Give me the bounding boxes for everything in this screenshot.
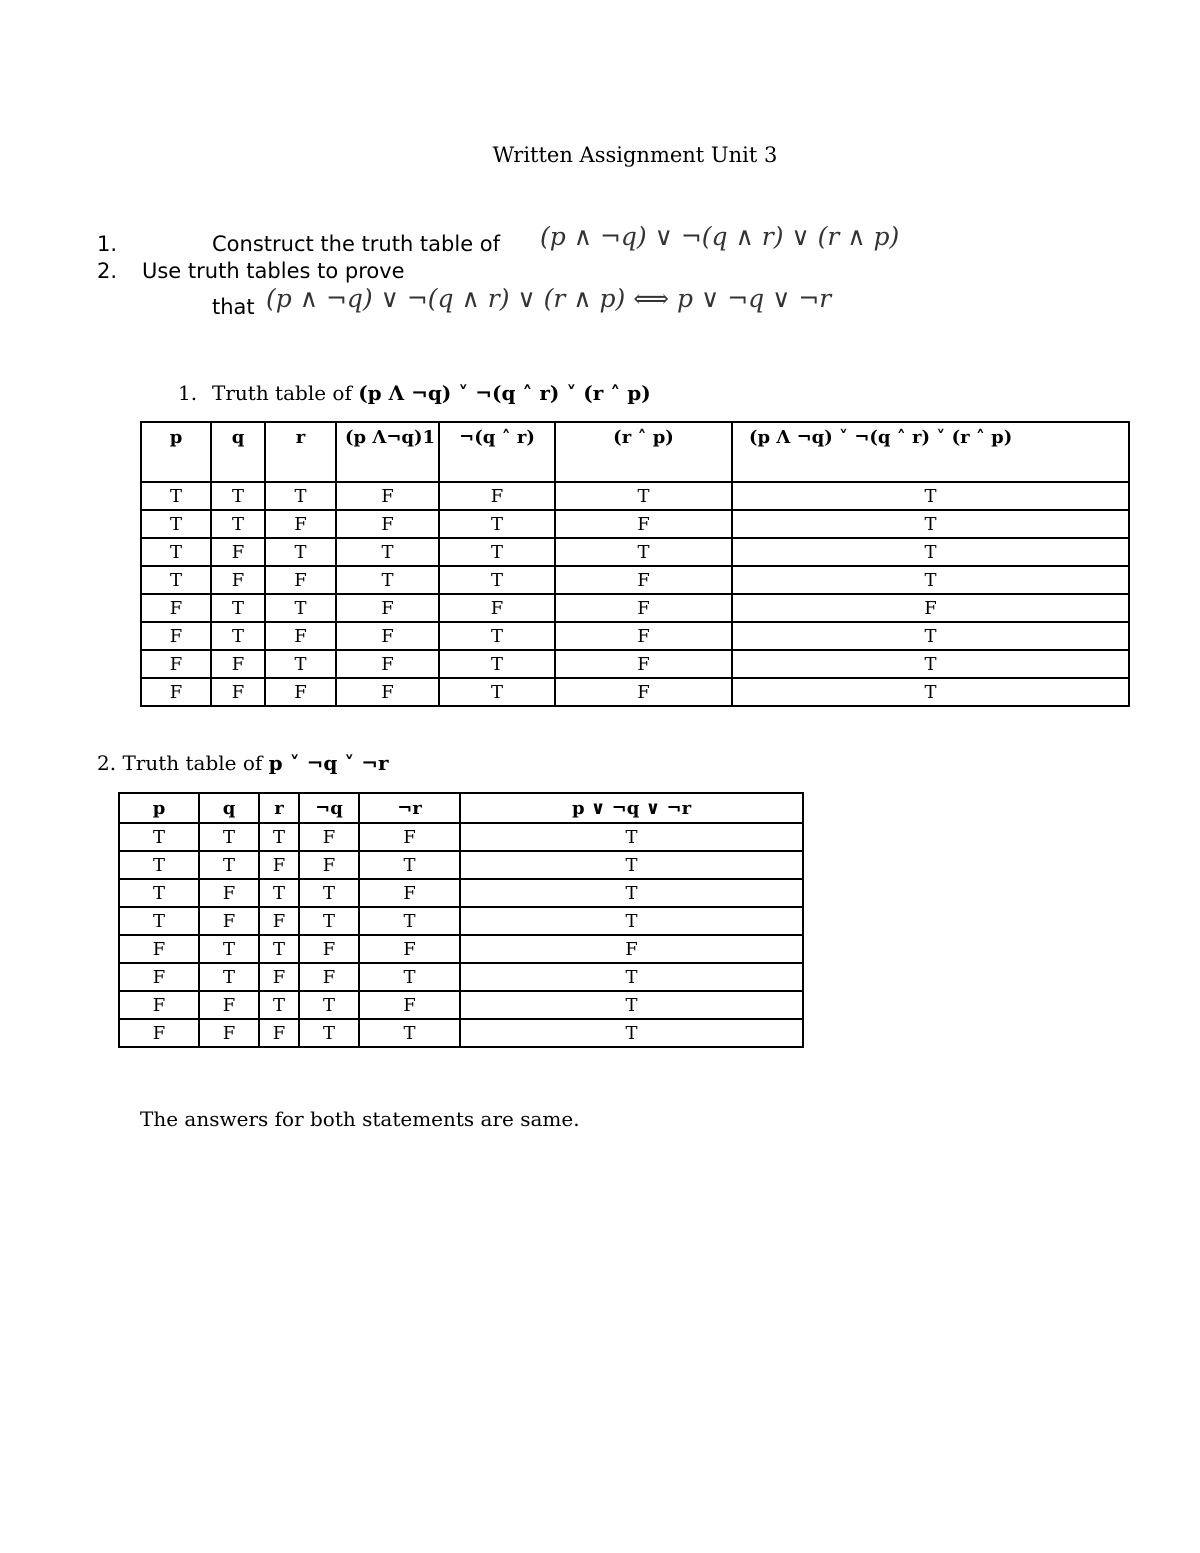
table-cell: T xyxy=(439,678,555,706)
table-row xyxy=(141,650,1129,678)
header-cell: (p Λ¬q)1 xyxy=(336,422,439,482)
table-cell: F xyxy=(259,963,299,991)
question-2-formula: (p ∧ ¬q) ∨ ¬(q ∧ r) ∨ (r ∧ p) ⟺ p ∨ ¬q ∨ ¬r xyxy=(266,284,832,313)
table-cell: T xyxy=(199,963,259,991)
table-cell: T xyxy=(211,510,265,538)
table-cell: T xyxy=(460,907,803,935)
table-cell: T xyxy=(119,851,199,879)
table-cell: F xyxy=(259,1019,299,1047)
table-cell: T xyxy=(299,879,359,907)
table-cell: T xyxy=(555,538,732,566)
table-cell: T xyxy=(211,622,265,650)
table-cell: F xyxy=(119,991,199,1019)
table-cell: T xyxy=(732,538,1129,566)
header-cell: ¬r xyxy=(359,793,460,823)
header-cell: r xyxy=(259,793,299,823)
table-cell: F xyxy=(336,678,439,706)
table-cell: T xyxy=(141,566,211,594)
header-cell: r xyxy=(265,422,336,482)
table-cell: T xyxy=(732,566,1129,594)
table-header-row xyxy=(119,793,803,823)
table-cell: T xyxy=(299,1019,359,1047)
table-cell: F xyxy=(555,566,732,594)
table-cell: F xyxy=(555,622,732,650)
table-cell: F xyxy=(359,991,460,1019)
table-cell: T xyxy=(460,823,803,851)
table-row xyxy=(119,1019,803,1047)
table-cell: F xyxy=(265,622,336,650)
table-row xyxy=(141,566,1129,594)
table-cell: F xyxy=(265,678,336,706)
question-2-number: 2. xyxy=(97,259,118,283)
section-1-formula: (p Λ ¬q) ˅ ¬(q ˄ r) ˅ (r ˄ p) xyxy=(358,381,651,405)
table-cell: T xyxy=(439,566,555,594)
truth-table-2 xyxy=(118,792,804,1048)
section-1-number: 1. xyxy=(178,381,198,405)
table-cell: T xyxy=(265,650,336,678)
table-cell: T xyxy=(439,650,555,678)
section-1-heading xyxy=(212,381,651,405)
table-cell: T xyxy=(259,991,299,1019)
table-cell: T xyxy=(199,851,259,879)
table-cell: T xyxy=(732,622,1129,650)
table-cell: F xyxy=(336,510,439,538)
table-cell: T xyxy=(439,538,555,566)
table-cell: T xyxy=(732,510,1129,538)
table-cell: F xyxy=(439,594,555,622)
table-cell: F xyxy=(211,566,265,594)
table-cell: F xyxy=(199,1019,259,1047)
table-cell: T xyxy=(211,482,265,510)
table-cell: F xyxy=(199,907,259,935)
table-cell: F xyxy=(336,622,439,650)
table-cell: T xyxy=(460,963,803,991)
table-row xyxy=(141,622,1129,650)
table-cell: F xyxy=(259,851,299,879)
table-row xyxy=(141,594,1129,622)
table-cell: F xyxy=(336,594,439,622)
table-cell: T xyxy=(141,510,211,538)
header-cell: p xyxy=(141,422,211,482)
table-cell: T xyxy=(439,510,555,538)
table-cell: T xyxy=(265,482,336,510)
table-cell: F xyxy=(199,879,259,907)
table-cell: F xyxy=(336,650,439,678)
table-row xyxy=(141,510,1129,538)
question-1-number: 1. xyxy=(97,232,118,256)
table-cell: F xyxy=(119,1019,199,1047)
table-cell: T xyxy=(211,594,265,622)
table-cell: T xyxy=(359,1019,460,1047)
table-row xyxy=(119,907,803,935)
table-row xyxy=(119,935,803,963)
question-1-formula: (p ∧ ¬q) ∨ ¬(q ∧ r) ∨ (r ∧ p) xyxy=(540,222,900,251)
header-cell: (p Λ ¬q) ˅ ¬(q ˄ r) ˅ (r ˄ p) xyxy=(732,422,1129,482)
table-cell: F xyxy=(460,935,803,963)
table-cell: F xyxy=(732,594,1129,622)
table-cell: T xyxy=(336,566,439,594)
table-cell: T xyxy=(119,823,199,851)
table-cell: F xyxy=(299,963,359,991)
page-title: Written Assignment Unit 3 xyxy=(492,143,778,167)
table-cell: T xyxy=(299,991,359,1019)
table-cell: F xyxy=(141,678,211,706)
header-cell: ¬q xyxy=(299,793,359,823)
table-cell: F xyxy=(359,823,460,851)
table-cell: F xyxy=(299,823,359,851)
table-cell: T xyxy=(732,650,1129,678)
table-cell: F xyxy=(555,650,732,678)
table-cell: T xyxy=(119,907,199,935)
table-cell: T xyxy=(265,538,336,566)
table-cell: F xyxy=(119,935,199,963)
table-cell: T xyxy=(199,823,259,851)
table-cell: F xyxy=(211,538,265,566)
section-2-formula: p ˅ ¬q ˅ ¬r xyxy=(268,751,389,775)
table-cell: F xyxy=(359,879,460,907)
header-cell: q xyxy=(211,422,265,482)
table-cell: T xyxy=(119,879,199,907)
table-cell: F xyxy=(555,594,732,622)
table-row xyxy=(119,991,803,1019)
table-cell: T xyxy=(259,879,299,907)
table-cell: F xyxy=(265,510,336,538)
header-cell: (r ˄ p) xyxy=(555,422,732,482)
conclusion-text: The answers for both statements are same. xyxy=(140,1107,580,1131)
table-cell: T xyxy=(460,991,803,1019)
table-cell: F xyxy=(555,678,732,706)
table-cell: T xyxy=(259,823,299,851)
table-cell: T xyxy=(555,482,732,510)
table-cell: F xyxy=(336,482,439,510)
table-cell: T xyxy=(299,907,359,935)
table-cell: T xyxy=(259,935,299,963)
table-cell: F xyxy=(359,935,460,963)
section-2-heading xyxy=(97,751,389,775)
truth-table-1 xyxy=(140,421,1130,707)
table-cell: T xyxy=(141,538,211,566)
table-cell: F xyxy=(299,935,359,963)
table-row xyxy=(141,538,1129,566)
table-cell: F xyxy=(439,482,555,510)
table-row xyxy=(119,851,803,879)
table-cell: T xyxy=(359,851,460,879)
table-cell: T xyxy=(359,963,460,991)
header-cell: p ∨ ¬q ∨ ¬r xyxy=(460,793,803,823)
table-cell: F xyxy=(199,991,259,1019)
table-row xyxy=(119,823,803,851)
table-cell: T xyxy=(460,1019,803,1047)
table-cell: F xyxy=(141,622,211,650)
table-cell: F xyxy=(259,907,299,935)
table-cell: T xyxy=(460,879,803,907)
table-row xyxy=(119,879,803,907)
question-2-text: Use truth tables to prove xyxy=(142,259,405,283)
table-cell: T xyxy=(460,851,803,879)
table-cell: T xyxy=(199,935,259,963)
table-cell: F xyxy=(211,678,265,706)
table-header-row xyxy=(141,422,1129,482)
table-cell: F xyxy=(299,851,359,879)
section-1-label: Truth table of xyxy=(212,381,352,405)
header-cell: p xyxy=(119,793,199,823)
question-1-text: Construct the truth table of xyxy=(212,232,501,256)
table-cell: F xyxy=(265,566,336,594)
table-cell: F xyxy=(555,510,732,538)
header-cell: q xyxy=(199,793,259,823)
table-cell: T xyxy=(732,482,1129,510)
table-cell: F xyxy=(119,963,199,991)
table-cell: T xyxy=(141,482,211,510)
table-cell: T xyxy=(439,622,555,650)
question-2-text-cont: that xyxy=(212,295,255,319)
table-cell: F xyxy=(211,650,265,678)
table-row xyxy=(141,482,1129,510)
table-row xyxy=(119,963,803,991)
table-cell: F xyxy=(141,650,211,678)
table-cell: F xyxy=(141,594,211,622)
table-row xyxy=(141,678,1129,706)
section-2-label: 2. Truth table of xyxy=(97,751,263,775)
table-cell: T xyxy=(336,538,439,566)
header-cell: ¬(q ˄ r) xyxy=(439,422,555,482)
table-cell: T xyxy=(265,594,336,622)
table-cell: T xyxy=(732,678,1129,706)
table-cell: T xyxy=(359,907,460,935)
